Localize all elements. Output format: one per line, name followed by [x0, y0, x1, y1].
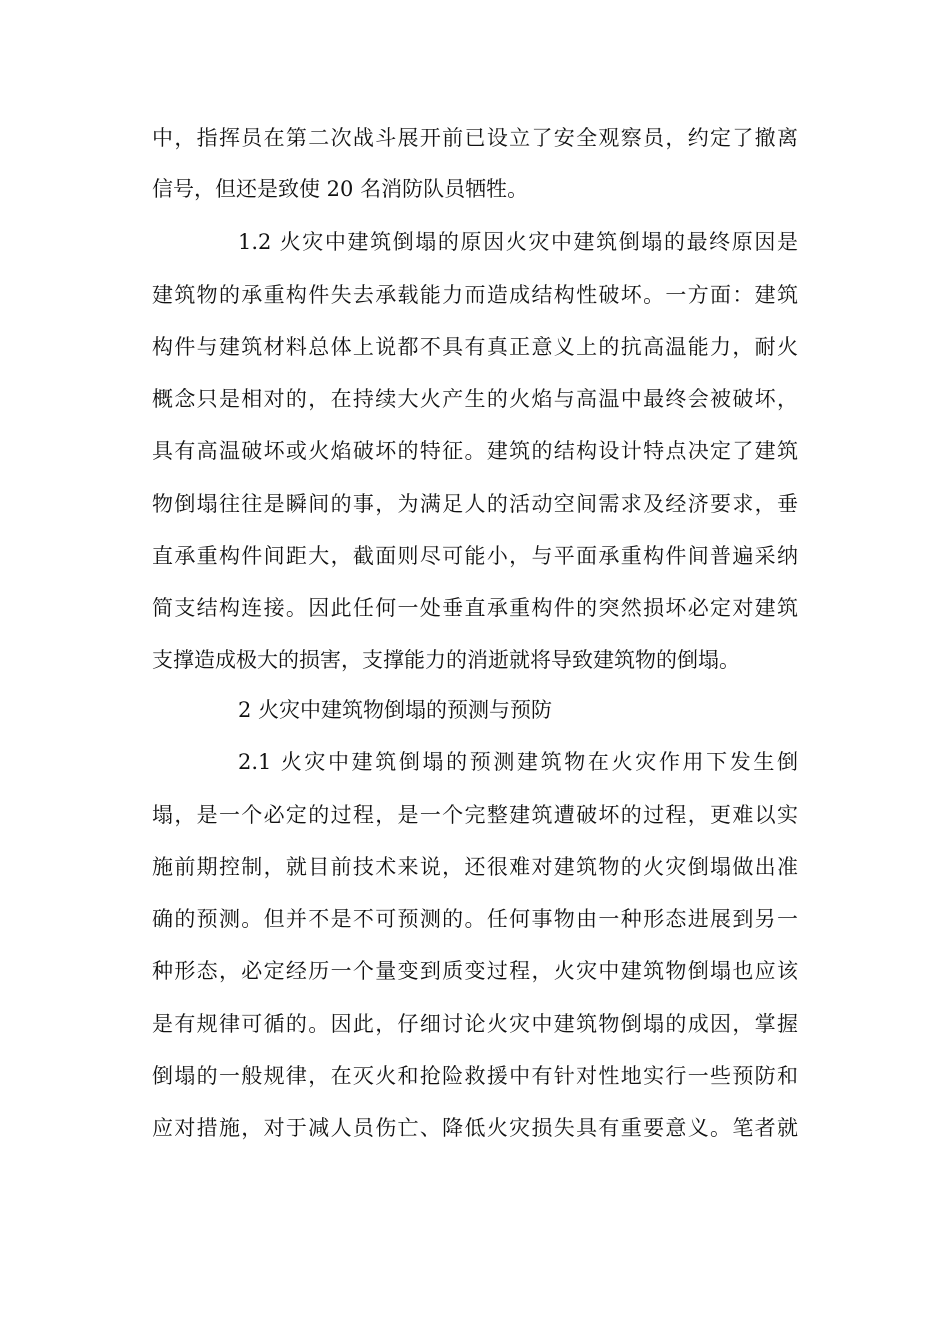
paragraph-line: 确的预测。但并不是不可预测的。任何事物由一种形态进展到另一 — [152, 907, 798, 931]
paragraph-line: 塌，是一个必定的过程，是一个完整建筑遭破坏的过程，更难以实 — [152, 803, 798, 827]
paragraph-line: 支撑造成极大的损害，支撑能力的消逝就将导致建筑物的倒塌。 — [152, 648, 740, 672]
paragraph-line: 构件与建筑材料总体上说都不具有真正意义上的抗高温能力，耐火 — [152, 335, 798, 359]
paragraph-line: 直承重构件间距大，截面则尽可能小，与平面承重构件间普遍采纳 — [152, 544, 798, 568]
paragraph-line: 简支结构连接。因此任何一处垂直承重构件的突然损坏必定对建筑 — [152, 596, 798, 620]
paragraph-line: 概念只是相对的，在持续大火产生的火焰与高温中最终会被破坏， — [152, 387, 798, 411]
paragraph-line: 中，指挥员在第二次战斗展开前已设立了安全观察员，约定了撤离 — [152, 126, 798, 150]
section-heading-2-1: 2.1 火灾中建筑倒塌的预测建筑物在火灾作用下发生倒 — [238, 750, 798, 774]
paragraph-line: 具有高温破坏或火焰破坏的特征。建筑的结构设计特点决定了建筑 — [152, 439, 798, 463]
paragraph-line: 是有规律可循的。因此，仔细讨论火灾中建筑物倒塌的成因，掌握 — [152, 1012, 798, 1036]
paragraph-line: 种形态，必定经历一个量变到质变过程，火灾中建筑物倒塌也应该 — [152, 959, 798, 983]
paragraph-line: 建筑物的承重构件失去承载能力而造成结构性破坏。一方面：建筑 — [152, 283, 798, 307]
paragraph-line: 信号，但还是致使 20 名消防队员牺牲。 — [152, 177, 529, 201]
paragraph-line: 施前期控制，就目前技术来说，还很难对建筑物的火灾倒塌做出准 — [152, 855, 798, 879]
paragraph-line: 应对措施，对于减人员伤亡、降低火灾损失具有重要意义。笔者就 — [152, 1116, 798, 1140]
paragraph-line: 物倒塌往往是瞬间的事，为满足人的活动空间需求及经济要求，垂 — [152, 492, 798, 516]
section-heading-1-2: 1.2 火灾中建筑倒塌的原因火灾中建筑倒塌的最终原因是 — [238, 230, 798, 254]
section-heading-2: 2 火灾中建筑物倒塌的预测与预防 — [238, 698, 553, 722]
paragraph-line: 倒塌的一般规律，在灭火和抢险救援中有针对性地实行一些预防和 — [152, 1064, 798, 1088]
